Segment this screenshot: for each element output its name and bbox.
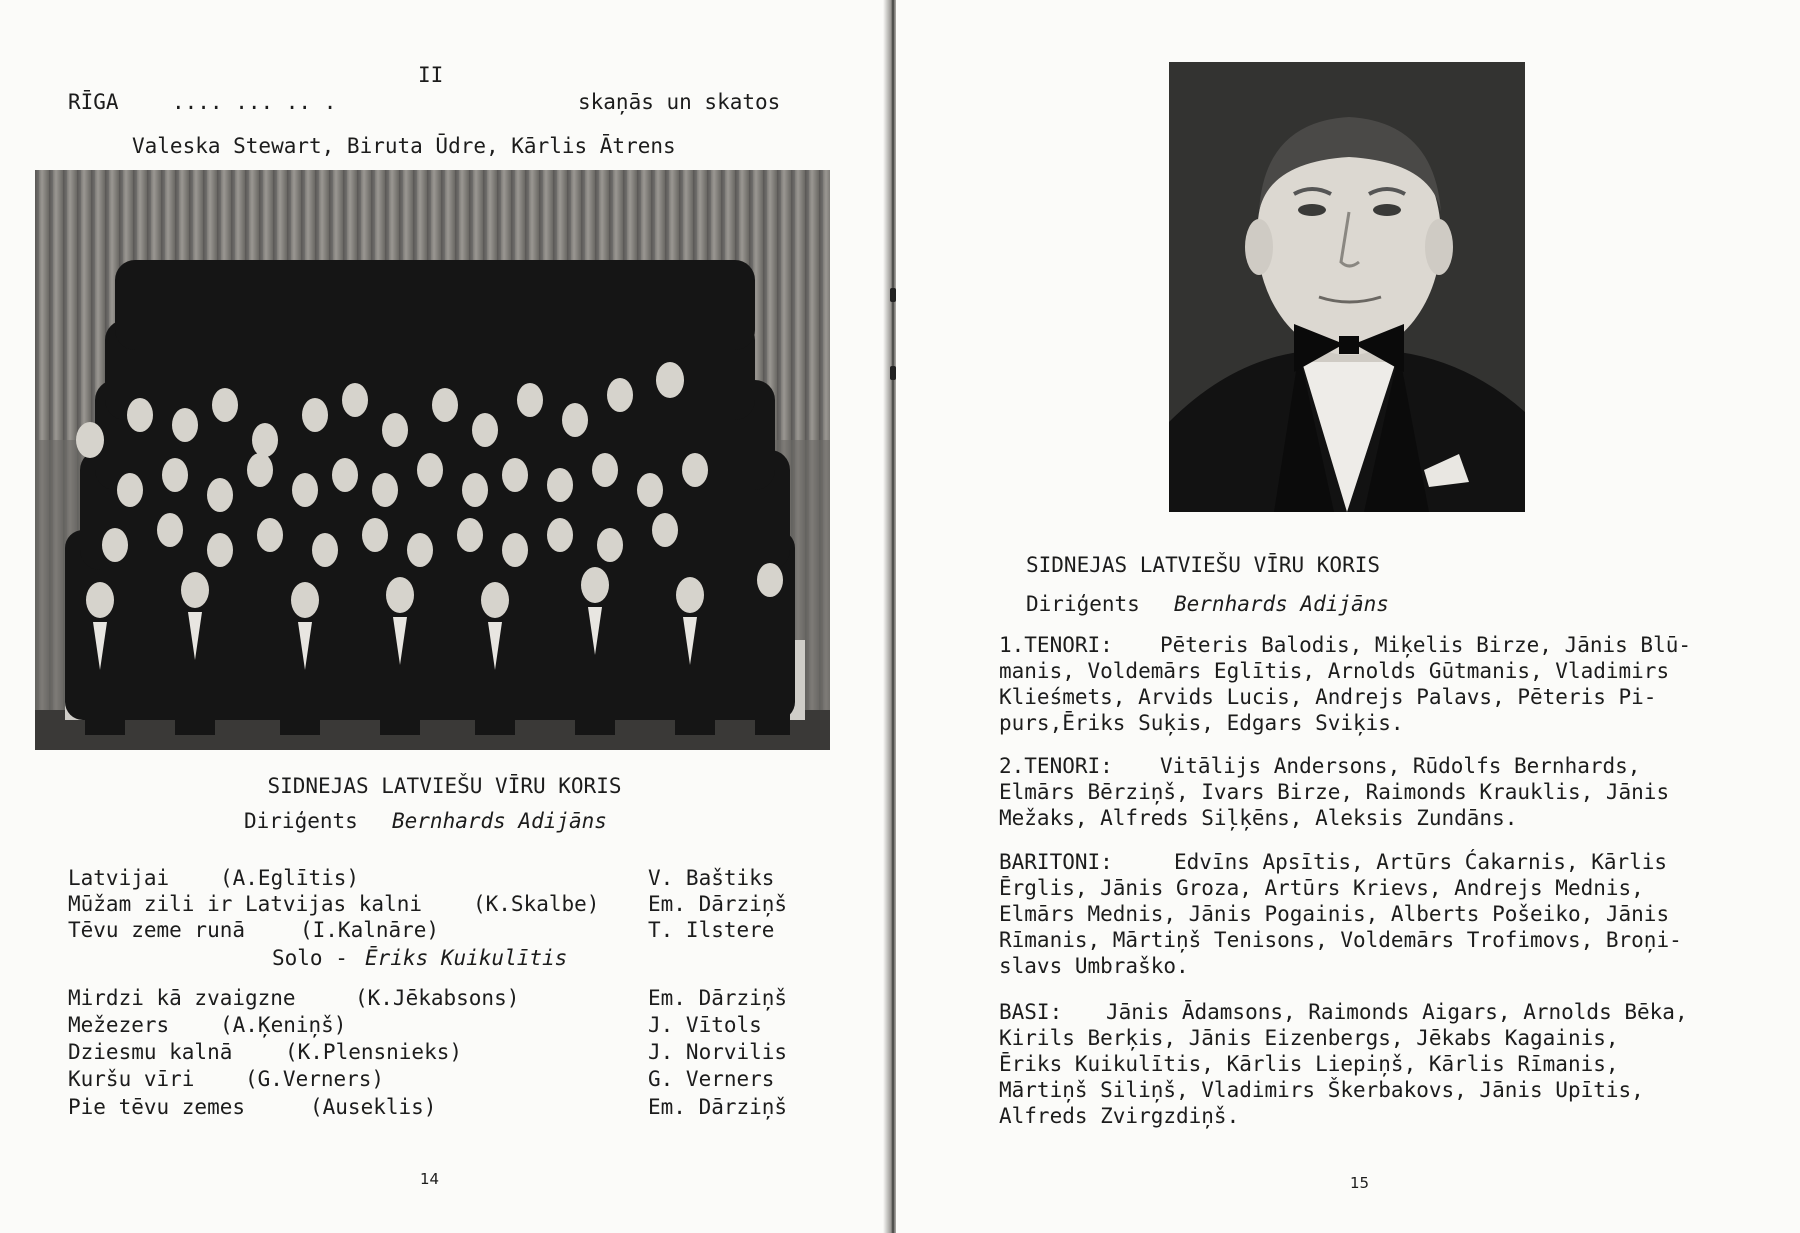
voice-section-line: Mārtiņš Siliņš, Vladimirs Škerbakovs, Jānis Upītis, bbox=[999, 1078, 1644, 1102]
voice-section-line: manis, Voldemārs Eglītis, Arnolds Gūtmanis, Vladimirs bbox=[999, 659, 1670, 683]
voice-section-label: BARITONI: bbox=[999, 850, 1113, 874]
song-title: Dziesmu kalnā bbox=[68, 1040, 233, 1064]
voice-section-line: Mežaks, Alfreds Siļķēns, Aleksis Zundāns. bbox=[999, 806, 1518, 830]
right-page bbox=[896, 0, 1800, 1233]
voice-section-line: Elmārs Mednis, Jānis Pogainis, Alberts Pošeiko, Jānis bbox=[999, 902, 1670, 926]
song-title: Latvijai bbox=[68, 866, 170, 890]
voice-section-line: Ēriks Kuikulītis, Kārlis Liepiņš, Kārlis Rīmanis, bbox=[999, 1052, 1619, 1076]
song-performer: J. Vītols bbox=[648, 1013, 762, 1037]
solo-name: Ēriks Kuikulītis bbox=[365, 946, 568, 970]
voice-section-line: Edvīns Apsītis, Artūrs Ćakarnis, Kārlis bbox=[1174, 850, 1668, 874]
song-performer: T. Ilstere bbox=[648, 918, 775, 942]
voice-section-label: 1.TENORI: bbox=[999, 633, 1113, 657]
voice-section-line: Ērglis, Jānis Groza, Artūrs Krievs, Andrejs Mednis, bbox=[999, 876, 1644, 900]
song-author: (Auseklis) bbox=[310, 1095, 437, 1119]
program-item-title: RĪGA bbox=[68, 90, 119, 114]
song-author: (K.Plensnieks) bbox=[285, 1040, 463, 1064]
voice-section-label: BASI: bbox=[999, 1000, 1063, 1024]
song-author: (A.Eglītis) bbox=[220, 866, 360, 890]
song-title: Mūžam zili ir Latvijas kalni bbox=[68, 892, 423, 916]
voice-section-line: Rīmanis, Mārtiņš Tenisons, Voldemārs Trofimovs, Broņi- bbox=[999, 928, 1682, 952]
conductor-portrait-photo bbox=[1169, 62, 1525, 512]
song-author: (G.Verners) bbox=[245, 1067, 385, 1091]
song-author: (I.Kalnāre) bbox=[300, 918, 440, 942]
song-title: Mežezers bbox=[68, 1013, 170, 1037]
song-title: Tēvu zeme runā bbox=[68, 918, 246, 942]
voice-section-line: Klieśmets, Arvids Lucis, Andrejs Palavs, Pēteris Pi- bbox=[999, 685, 1657, 709]
song-author: (K.Skalbe) bbox=[473, 892, 600, 916]
choir-group-photo bbox=[35, 170, 830, 750]
program-item-subtitle: skaņās un skatos bbox=[578, 90, 781, 114]
song-performer: G. Verners bbox=[648, 1067, 775, 1091]
voice-section-line: Jānis Ādamsons, Raimonds Aigars, Arnolds Bēka, bbox=[1106, 1000, 1688, 1024]
voice-section-line: Kirils Berķis, Jānis Eizenbergs, Jēkabs Kagainis, bbox=[999, 1026, 1619, 1050]
song-performer: J. Norvilis bbox=[648, 1040, 788, 1064]
voice-section-line: Pēteris Balodis, Miķelis Birze, Jānis Blū- bbox=[1160, 633, 1692, 657]
conductor-name: Bernhards Adijāns bbox=[1174, 592, 1389, 616]
song-author: (K.Jēkabsons) bbox=[355, 986, 520, 1010]
song-author: (A.Ķeniņš) bbox=[220, 1013, 347, 1037]
choir-title: SIDNEJAS LATVIEŠU VĪRU KORIS bbox=[1026, 553, 1381, 577]
program-item-dots: .... ... .. . bbox=[172, 90, 337, 114]
song-performer: Em. Dārziņš bbox=[648, 986, 788, 1010]
voice-section-line: Elmārs Bērziņš, Ivars Birze, Raimonds Krauklis, Jānis bbox=[999, 780, 1670, 804]
page-number: 14 bbox=[420, 1170, 440, 1188]
voice-section-line: Vitālijs Andersons, Rūdolfs Bernhards, bbox=[1160, 754, 1641, 778]
song-title: Pie tēvu zemes bbox=[68, 1095, 246, 1119]
song-title: Kuršu vīri bbox=[68, 1067, 195, 1091]
song-performer: Em. Dārziņš bbox=[648, 892, 788, 916]
song-title: Mirdzi kā zvaigzne bbox=[68, 986, 296, 1010]
voice-section-line: Alfreds Zvirgzdiņš. bbox=[999, 1104, 1240, 1128]
section-numeral: II bbox=[418, 63, 444, 87]
conductor-label: Diriģents bbox=[244, 809, 358, 833]
conductor-label: Diriģents bbox=[1026, 592, 1140, 616]
solo-label: Solo - bbox=[272, 946, 348, 970]
page-number: 15 bbox=[1350, 1174, 1370, 1192]
voice-section-line: slavs Umbraško. bbox=[999, 954, 1189, 978]
program-item-performers: Valeska Stewart, Biruta Ūdre, Kārlis Ātrens bbox=[132, 134, 676, 158]
voice-section-label: 2.TENORI: bbox=[999, 754, 1113, 778]
voice-section-line: purs,Ēriks Suķis, Edgars Sviķis. bbox=[999, 711, 1404, 735]
song-performer: Em. Dārziņš bbox=[648, 1095, 788, 1119]
conductor-name: Bernhards Adijāns bbox=[392, 809, 607, 833]
choir-title: SIDNEJAS LATVIEŠU VĪRU KORIS bbox=[267, 774, 622, 798]
left-page bbox=[0, 0, 889, 1233]
song-performer: V. Baštiks bbox=[648, 866, 775, 890]
